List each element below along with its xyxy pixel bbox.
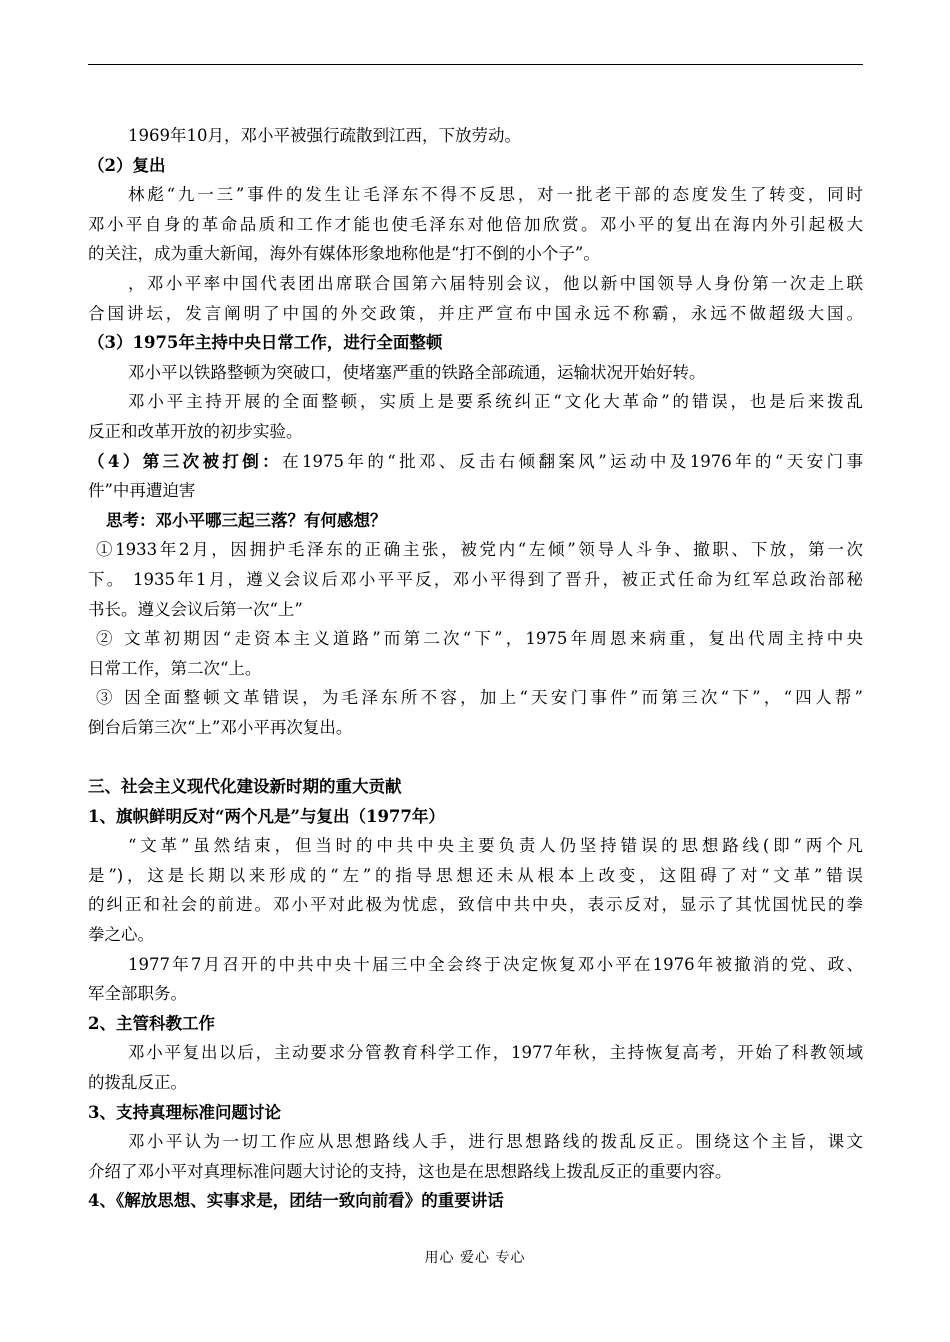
paragraph-line: 邓小平认为一切工作应从思想路线人手，进行思想路线的拨乱反正。围绕这个主旨，课文 [128, 1132, 863, 1152]
document-body [88, 121, 863, 1216]
paragraph-text: 在1975年的“批邓、反击右倾翻案风”运动中及1976年的“天安门事 [282, 451, 864, 471]
paragraph-line: 邓小平主持开展的全面整顿，实质上是要系统纠正“文化大革命”的错误，也是后来拨乱 [128, 392, 863, 412]
subheading: 1、旗帜鲜明反对“两个凡是”与复出（1977年） [88, 806, 445, 826]
paragraph-line: 倒台后第三次“上”邓小平再次复出。 [88, 717, 353, 737]
paragraph-line: 林彪“九一三”事件的发生让毛泽东不得不反思，对一批老干部的态度发生了转变，同时 [128, 185, 863, 205]
paragraph-line: ，邓小平率中国代表团出席联合国第六届特别会议，他以新中国领导人身份第一次走上联 [128, 273, 863, 293]
section-heading: 三、社会主义现代化建设新时期的重大贡献 [88, 777, 402, 797]
subheading: 4、《解放思想、实事求是，团结一致向前看》的重要讲话 [88, 1191, 504, 1211]
page-footer: 用心 爱心 专心 [424, 1250, 526, 1266]
paragraph-line: 反正和改革开放的初步实验。 [88, 421, 303, 441]
paragraph-line: 书长。遵义会议后第一次“上” [88, 599, 303, 619]
paragraph-line: 的拨乱反正。 [88, 1073, 187, 1092]
paragraph-line: 的纠正和社会的前进。邓小平对此极为忧虑，致信中共中央，表示反对，显示了其忧国忧民的拳 [88, 895, 863, 915]
paragraph-line: ③ 因全面整顿文革错误，为毛泽东所不容，加上“天安门事件”而第三次“下”，“四人帮” [96, 688, 863, 708]
paragraph-line: 合国讲坛，发言阐明了中国的外交政策，并庄严宣布中国永远不称霸，永远不做超级大国。 [88, 303, 863, 323]
header-rule [88, 64, 863, 65]
paragraph-line: 军全部职务。 [88, 984, 187, 1004]
paragraph-line: 介绍了邓小平对真理标准问题大讨论的支持，这也是在思想路线上拨乱反正的重要内容。 [88, 1161, 732, 1181]
subheading: （2）复出 [88, 155, 166, 175]
subheading: （4）第三次被打倒： [88, 451, 283, 471]
paragraph-line: “文革”虽然结束，但当时的中共中央主要负责人仍坚持错误的思想路线(即“两个凡 [128, 836, 863, 856]
paragraph-line: 1977年7月召开的中共中央十届三中全会终于决定恢复邓小平在1976年被撤消的党、政、 [128, 954, 863, 974]
paragraph-line: 邓小平复出以后，主动要求分管教育科学工作，1977年秋，主持恢复高考，开始了科教领域 [128, 1043, 863, 1063]
subheading: 2、主管科教工作 [88, 1013, 215, 1033]
paragraph-line: 邓小平以铁路整顿为突破口，使堵塞严重的铁路全部疏通，运输状况开始好转。 [128, 362, 706, 382]
subheading: 3、支持真理标准问题讨论 [88, 1102, 281, 1122]
paragraph-line: 日常工作，第二次“上。 [88, 658, 262, 678]
paragraph-line: 的关注，成为重大新闻，海外有媒体形象地称他是“打不倒的小个子”。 [88, 244, 600, 264]
paragraph-line: 下。 1935年1月，遵义会议后邓小平平反，邓小平得到了晋升，被正式任命为红军总政治部秘 [88, 569, 863, 589]
paragraph-line: 件”中再遭迫害 [88, 481, 196, 501]
question-heading: 思考：邓小平哪三起三落？有何感想？ [106, 510, 387, 530]
paragraph-line: 拳之心。 [88, 925, 154, 945]
paragraph-line [88, 447, 863, 477]
spacer [88, 742, 863, 772]
paragraph-line: 是”)，这是长期以来形成的“左”的指导思想还未从根本上改变，这阻碍了对“文革”错误 [88, 865, 863, 885]
subheading: （3）1975年主持中央日常工作，进行全面整顿 [88, 333, 443, 353]
paragraph-line: ② 文革初期因“走资本主义道路”而第二次“下”，1975年周恩来病重，复出代周主持中央 [96, 629, 863, 649]
paragraph-line: ①1933年2月，因拥护毛泽东的正确主张，被党内“左倾”领导人斗争、撤职、下放，第一次 [96, 540, 863, 560]
paragraph-line: 邓小平自身的革命品质和工作才能也使毛泽东对他倍加欣赏。邓小平的复出在海内外引起极大 [88, 214, 863, 234]
paragraph-line: 1969年10月，邓小平被强行疏散到江西，下放劳动。 [128, 126, 521, 145]
